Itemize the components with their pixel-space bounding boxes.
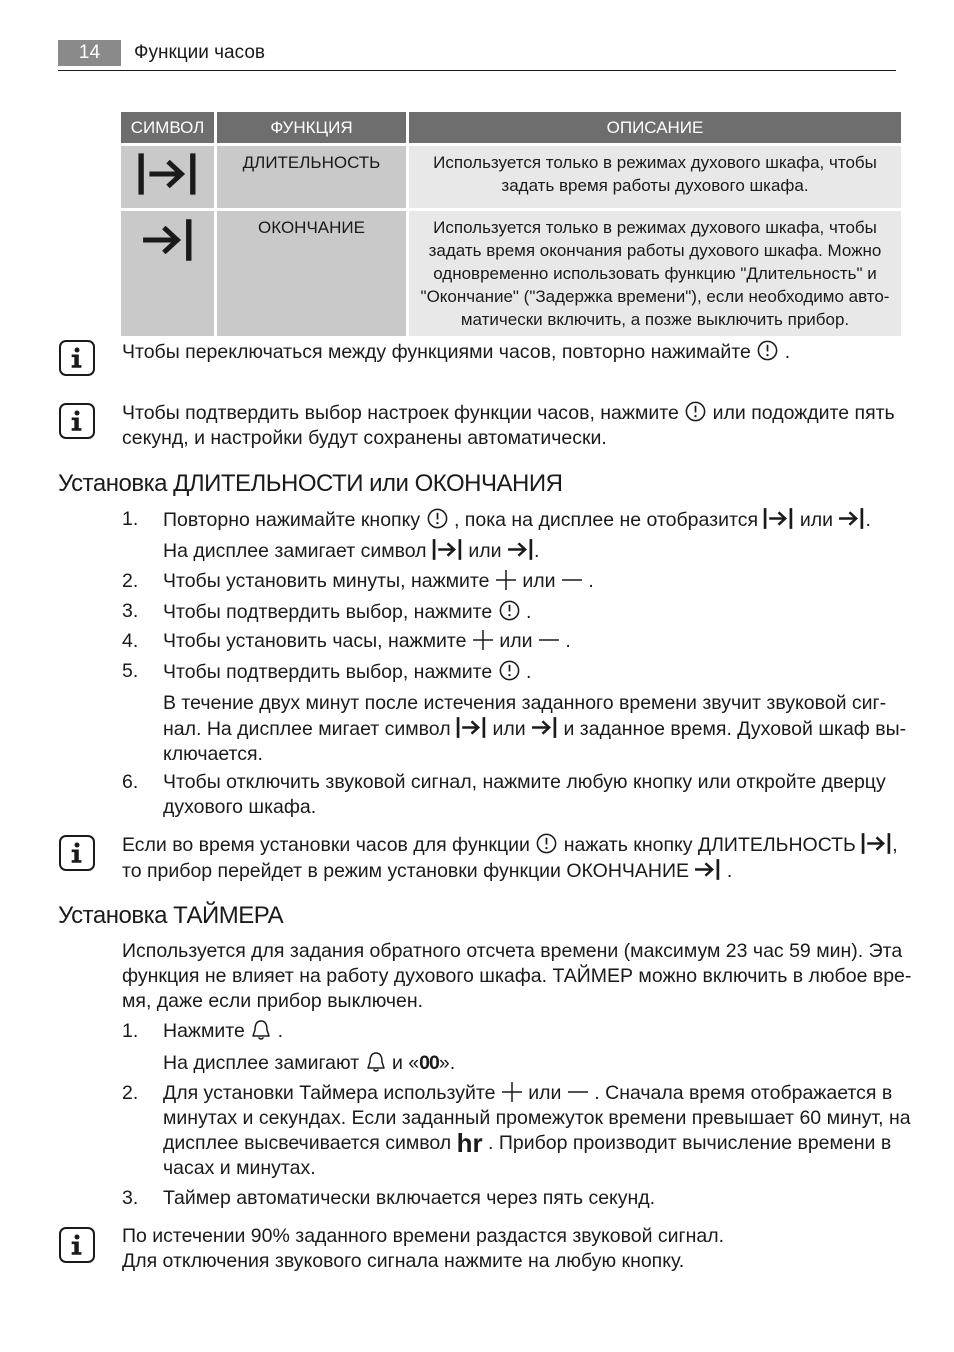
list-item: Чтобы установить часы, нажмите или .: [163, 630, 571, 652]
info-icon: [59, 835, 95, 871]
bell-icon: [250, 1019, 272, 1041]
section-header-title: Функции часов: [134, 42, 265, 63]
column-header-symbol: СИМВОЛ: [121, 112, 214, 146]
info-icon: [59, 1227, 95, 1263]
list-number: 2.: [122, 570, 139, 592]
info-icon: [59, 403, 95, 439]
plus-icon: [501, 1081, 523, 1103]
list-number: 1.: [122, 1020, 139, 1042]
list-number: 3.: [122, 600, 139, 622]
note-switch-functions: Чтобы переключаться между функциями часов, повторно нажимайте .: [122, 341, 791, 363]
note-sound-signal: По истечении 90% заданного времени раздастся звуковой сигнал. Для отключения звукового сигнала нажмите на любую кнопку.: [122, 1225, 725, 1272]
list-item-sub: На дисплее замигает символ или .: [163, 540, 540, 562]
description-cell: Используется только в режимах духового шкафа, чтобы задать время работы духового шкафа.: [409, 146, 901, 211]
end-time-icon: [838, 507, 865, 530]
list-number: 5.: [122, 660, 139, 682]
hr-symbol: hr: [456, 1128, 483, 1158]
plus-icon: [472, 629, 494, 651]
list-item-sub: В течение двух минут после истечения заданного времени звучит звуковой сиг- нал. На дисплее мигает символ или и заданное время. Духовой шкаф вы- ключается.: [163, 692, 907, 765]
minus-icon: [561, 569, 583, 591]
display-zero-digits: 00: [419, 1052, 439, 1074]
list-number: 6.: [122, 771, 139, 793]
note-duration-to-end: Если во время установки часов для функции нажать кнопку ДЛИТЕЛЬНОСТЬ , то прибор перейдет в режим установки функции ОКОНЧАНИЕ .: [122, 834, 898, 882]
bell-icon: [365, 1051, 387, 1073]
list-item: Нажмите .: [163, 1020, 284, 1042]
end-time-icon: [531, 716, 558, 739]
note-confirm-settings: Чтобы подтвердить выбор настроек функции часов, нажмите или подождите пять секунд, и настройки будут сохранены автоматически.: [122, 402, 895, 449]
end-time-icon: [694, 858, 721, 881]
duration-icon: [456, 716, 487, 739]
list-item: Таймер автоматически включается через пять секунд.: [163, 1187, 656, 1209]
list-item: Чтобы установить минуты, нажмите или .: [163, 570, 594, 592]
list-number: 3.: [122, 1187, 139, 1209]
clock-icon: [426, 507, 449, 530]
list-number: 4.: [122, 630, 139, 652]
duration-icon: [763, 507, 794, 530]
duration-icon: [432, 538, 463, 561]
table-row: [121, 146, 901, 211]
list-number: 2.: [122, 1082, 139, 1104]
list-item: Чтобы подтвердить выбор, нажмите .: [163, 661, 532, 683]
timer-intro: Используется для задания обратного отсчета времени (максимум 23 час 59 мин). Эта функция не влияет на работу духового шкафа. ТАЙМЕР можно включить в любое вре- мя, даже если прибор выключен.: [122, 940, 912, 1012]
plus-icon: [495, 569, 517, 591]
info-icon: [59, 340, 95, 376]
symbol-cell: [121, 146, 214, 211]
clock-functions-table: [118, 112, 904, 339]
clock-icon: [756, 339, 779, 362]
section-heading-duration-end: Установка ДЛИТЕЛЬНОСТИ или ОКОНЧАНИЯ: [58, 470, 563, 497]
description-cell: Используется только в режимах духового шкафа, чтобы задать время окончания работы духового шкафа. Можно одновременно использовать функцию "Длительность" и "Окончание" ("Задержка времени"), если необходимо авто- матически включить, а позже выключить прибор.: [409, 211, 901, 339]
list-item: Для установки Таймера используйте или . Сначала время отображается в минутах и секундах. Если заданный промежуток времени превышает 60 минут, на дисплее высвечивается символ hr . Прибор производит вычисление времени в часах и минутах.: [163, 1082, 911, 1179]
clock-icon: [535, 832, 558, 855]
duration-icon: [137, 150, 199, 198]
list-item: Чтобы подтвердить выбор, нажмите .: [163, 601, 532, 623]
symbol-cell: [121, 211, 214, 339]
list-item: Чтобы отключить звуковой сигнал, нажмите любую кнопку или откройте дверцу духового шкафа.: [163, 771, 886, 818]
list-item-sub: На дисплее замигают и «00».: [163, 1052, 456, 1074]
clock-icon: [498, 659, 521, 682]
header-divider: [58, 70, 896, 71]
list-item: Повторно нажимайте кнопку , пока на дисплее не отобразится или .: [163, 509, 871, 531]
table-row: [121, 211, 901, 339]
minus-icon: [538, 629, 560, 651]
column-header-description: ОПИСАНИЕ: [409, 112, 901, 146]
section-heading-timer: Установка ТАЙМЕРА: [58, 902, 284, 929]
function-cell: ДЛИТЕЛЬНОСТЬ: [217, 146, 406, 211]
end-time-icon: [507, 538, 534, 561]
page-number: 14: [58, 40, 121, 66]
clock-icon: [684, 400, 707, 423]
column-header-function: ФУНКЦИЯ: [217, 112, 406, 146]
list-number: 1.: [122, 508, 139, 530]
end-time-icon: [141, 217, 195, 263]
clock-icon: [498, 599, 521, 622]
function-cell: ОКОНЧАНИЕ: [217, 211, 406, 339]
minus-icon: [567, 1081, 589, 1103]
duration-icon: [861, 832, 892, 855]
